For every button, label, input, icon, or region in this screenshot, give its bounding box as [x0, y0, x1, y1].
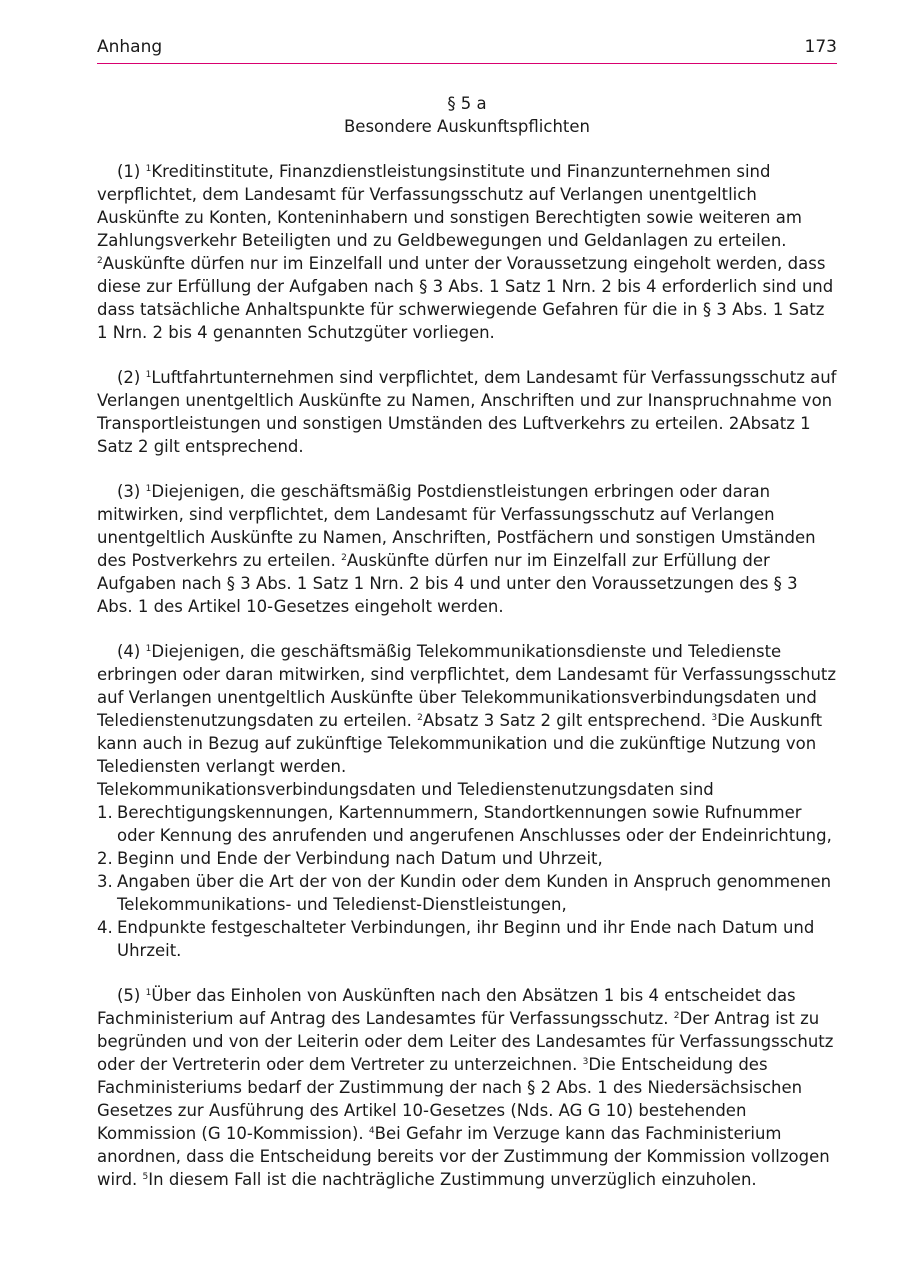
sentence-text: Die Entscheidung des Fachministeriums bedarf der Zustimmung der nach § 2 Abs. 1 des Niedersächsischen Gesetzes zur Ausführung des Artikel 10-Gesetzes (Nds. AG G 10) bestehenden Kommission (G 10-Kommission).: [97, 1055, 803, 1143]
list-intro: Telekommunikationsverbindungsdaten und Teledienstenutzungsdaten sind: [97, 780, 714, 799]
sentence-number: 1: [145, 644, 152, 654]
sentence-number: 2: [417, 713, 423, 723]
paragraph-text: [97, 640, 837, 778]
sentence-number: 1: [145, 164, 152, 174]
sentence-number: 2: [97, 256, 103, 266]
numbered-list: [97, 801, 837, 962]
sentence-text: (4): [117, 642, 146, 661]
sentence-text: Über das Einholen von Auskünften nach den Absätzen 1 bis 4 entscheidet das Fachministerium auf Antrag des Landesamtes für Verfassungsschutz.: [97, 986, 796, 1028]
sentence-number: 3: [711, 713, 718, 723]
sentence-number: 1: [145, 484, 152, 494]
paragraph-text: [97, 366, 837, 458]
sentence-number: 5: [142, 1172, 149, 1182]
law-paragraph: [97, 366, 837, 458]
paragraph-heading: Besondere Auskunftspflichten: [343, 117, 590, 136]
list-item-text: Beginn und Ende der Verbindung nach Datum und Uhrzeit,: [117, 849, 603, 868]
sentence-text: Auskünfte dürfen nur im Einzelfall zur Erfüllung der Aufgaben nach § 3 Abs. 1 Satz 1 Nrn. 2 bis 4 und unter den Voraussetzungen des § 3 Abs. 1 des Artikel 10-Gesetzes eingeholt werden.: [97, 551, 798, 616]
law-paragraph: [97, 984, 837, 1191]
list-item-text: Berechtigungskennungen, Kartennummern, Standortkennungen sowie Rufnummer oder Kennung des anrufenden und angerufenen Anschlusses oder der Endeinrichtung,: [117, 803, 832, 845]
sentence-number: 3: [582, 1057, 589, 1067]
sentence-text: Die Auskunft kann auch in Bezug auf zukünftige Telekommunikation und die zukünftige Nutzung von Telediensten verlangt werden.: [97, 711, 823, 776]
sentence-text: (2): [117, 368, 146, 387]
sentence-text: Kreditinstitute, Finanzdienstleistungsinstitute und Finanzunternehmen sind verpflichtet, dem Landesamt für Verfassungsschutz auf Verlangen unentgeltlich Auskünfte zu Konten, Konteninhabern und sonstigen Berechtigten sowie weiteren am Zahlungsverkehr Beteiligten und zu Geldbewegungen und Geldanlagen zu erteilen.: [97, 162, 802, 250]
list-item-number: 2.: [97, 849, 113, 868]
sentence-text: Absatz 3 Satz 2 gilt entsprechend.: [422, 711, 712, 730]
sentence-text: Auskünfte dürfen nur im Einzelfall und unter der Voraussetzung eingeholt werden, dass diese zur Erfüllung der Aufgaben nach § 3 Abs. 1 Satz 1 Nrn. 2 bis 4 erforderlich sind und dass tatsächliche Anhaltspunkte für schwerwiegende Gefahren für die in § 3 Abs. 1 Satz 1 Nrn. 2 bis 4 genannten Schutzgüter vorliegen.: [97, 254, 834, 342]
sentence-number: 1: [145, 988, 152, 998]
law-text: [97, 160, 837, 1191]
list-item: [97, 870, 837, 916]
sentence-text: Diejenigen, die geschäftsmäßig Telekommunikationsdienste und Teledienste erbringen oder daran mitwirken, sind verpflichtet, dem Landesamt für Verfassungsschutz auf Verlangen unentgeltlich Auskünfte über Telekommunikationsverbindungsdaten und Teledienstenutzungsdaten zu erteilen.: [97, 642, 837, 730]
list-item-text: Angaben über die Art der von der Kundin oder dem Kunden in Anspruch genommenen Telekommunikations- und Teledienst-Dienstleistungen,: [117, 872, 832, 914]
sentence-text: (5): [117, 986, 146, 1005]
list-item-number: 3.: [97, 872, 113, 891]
page-number: 173: [804, 37, 837, 57]
law-paragraph: [97, 160, 837, 344]
sentence-text: (1): [117, 162, 146, 181]
list-item-number: 1.: [97, 803, 113, 822]
list-item: [97, 801, 837, 847]
section-title: [97, 92, 837, 138]
paragraph-number: § 5 a: [447, 94, 487, 113]
list-item: [97, 847, 837, 870]
sentence-text: Der Antrag ist zu begründen und von der Leiterin oder dem Leiter des Landesamtes für Verfassungsschutz oder der Vertreterin oder dem Vertreter zu unterzeichnen.: [97, 1009, 834, 1074]
sentence-text: Diejenigen, die geschäftsmäßig Postdienstleistungen erbringen oder daran mitwirken, sind verpflichtet, dem Landesamt für Verfassungsschutz auf Verlangen unentgeltlich Auskünfte zu Namen, Anschriften, Postfächern und sonstigen Umständen des Postverkehrs zu erteilen.: [97, 482, 816, 570]
sentence-number: 1: [145, 370, 152, 380]
sentence-text: Bei Gefahr im Verzuge kann das Fachministerium anordnen, dass die Entscheidung bereits vor der Zustimmung der Kommission vollzogen wird.: [97, 1124, 830, 1189]
law-paragraph: [97, 480, 837, 618]
sentence-number: 4: [368, 1126, 375, 1136]
paragraph-text: [97, 480, 837, 618]
law-paragraph: [97, 640, 837, 962]
header-section: Anhang: [97, 37, 163, 57]
paragraph-text: [97, 160, 837, 344]
list-item-text: Endpunkte festgeschalteter Verbindungen, ihr Beginn und ihr Ende nach Datum und Uhrzeit.: [117, 918, 815, 960]
sentence-number: 2: [673, 1011, 680, 1021]
list-item: [97, 916, 837, 962]
list-item-number: 4.: [97, 918, 113, 937]
document-page: [97, 36, 837, 1191]
sentence-number: 2: [341, 553, 347, 563]
paragraph-text: [97, 984, 837, 1191]
sentence-text: (3): [117, 482, 146, 501]
running-header: [97, 36, 837, 64]
sentence-text: In diesem Fall ist die nachträgliche Zustimmung unverzüglich einzuholen.: [148, 1170, 757, 1189]
sentence-text: Luftfahrtunternehmen sind verpflichtet, dem Landesamt für Verfassungsschutz auf Verlangen unentgeltlich Auskünfte zu Namen, Anschriften und zur Inanspruchnahme von Transportleistungen und sonstigen Umständen des Luftverkehrs zu erteilen. 2Absatz 1 Satz 2 gilt entsprechend.: [97, 368, 837, 456]
